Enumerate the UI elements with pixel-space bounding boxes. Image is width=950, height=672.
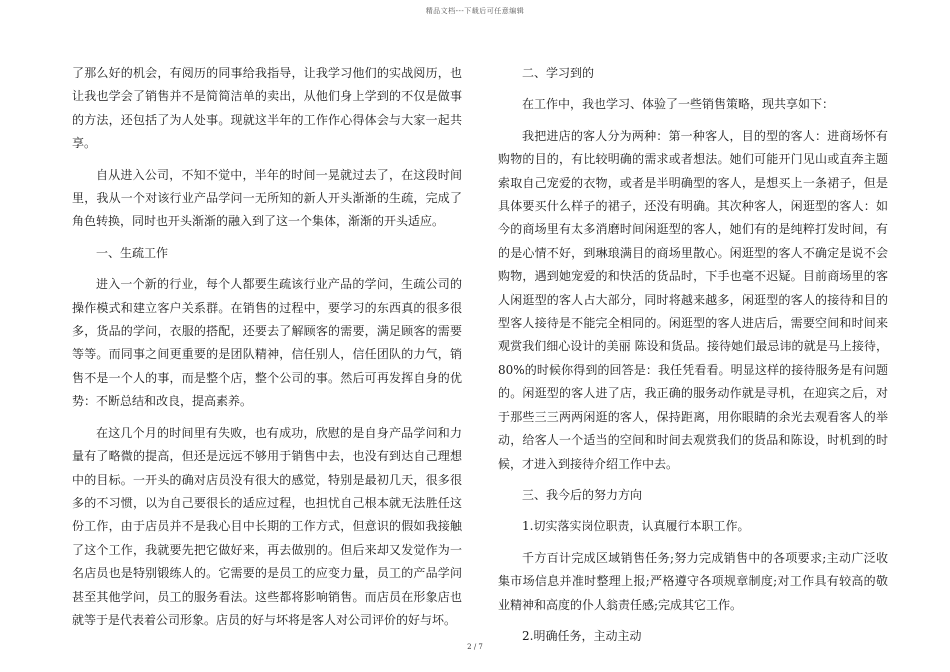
paragraph: 自从进入公司，不知不觉中，半年的时间一晃就过去了，在这段时间里，我从一个对该行业产品学问一无所知的新人开头渐渐的生疏，完成了角色转换，同时也开头渐渐的融入到了这一个集体，渐渐的开头适应。	[72, 167, 462, 229]
paragraph: 进入一个新的行业，每个人都要生疏该行业产品的学问，生疏公司的操作模式和建立客户关系群。在销售的过程中，要学习的东西真的很多很多，货品的学问，衣服的搭配，还要去了解顾客的需要，满足顾客的需要等等。而同事之间更重要的是团队精神，信任别人，信任团队的力气，销售不是一个人的事，而是整个店，整个公司的事。然后可再发挥自身的优势：不断总结和改良，提高素养。	[72, 277, 462, 409]
paragraph: 在工作中，我也学习、体验了一些销售策略，现共享如下：	[522, 97, 835, 112]
paragraph: 我把进店的客人分为两种：第一种客人，目的型的客人：进商场怀有购物的目的，有比较明确的需求或者想法。她们可能开门见山或直奔主题索取自己宠爱的衣物，或者是半明确型的客人，是想买上一条裙子，但是具体要买什么样子的裙子，还没有明确。其次种客人，闲逛型的客人：如今的商场里有太多消磨时间闲逛型的客人，她们有的是纯粹打发时间，有的是心情不好，到琳琅满目的商场里散心。闲逛型的客人不确定是说不会购物，遇到她宠爱的和快活的货品时，下手也毫不迟疑。目前商场里的客人闲逛型的客人占大部分，同时将越来越多，闲逛型的客人的接待和目的型客人接待是不能完全相同的。闲逛型的客人进店后，需要空间和时间来观赏我们细心设计的美丽 陈设和货品。接待她们最忌讳的就是马上接待，80%的时候你得到的回答是：我任凭看看。明显这样的接待服务是有问题的。闲逛型的客人进了店，我正确的服务动作就是寻机，在迎宾之后，对于那些三三两两闲逛的客人，保持距离，用你眼睛的余光去观看客人的举动，给客人一个适当的空间和时间去观赏我们的货品和陈设，时机到的时候，才进入到接待介绍工作中去。	[498, 128, 888, 471]
section-heading: 二、学习到的	[522, 66, 595, 80]
paragraph: 在这几个月的时间里有失败，也有成功，欣慰的是自身产品学问和力量有了略微的提高，但还是远远不够用于销售中去，也没有到达自己理想中的目标。一开头的确对店员没有很大的感觉，特别是最初几天，很多很多的不习惯，以为自己要很长的适应过程，也担忧自己根本就无法胜任这份工作，由于店员并不是我心目中长期的工作方式，但意识的假如我接触了这个工作，我就要先把它做好来，再去做别的。但后来却又发觉作为一名店员也是特别锻练人的。它需要的是员工的应变力量，员工的产品学问甚至其他学问，员工的服务看法。这些都将影响销售。而店员在形象店也就等于是代表着公司形象。店员的好与坏将是客人对公司评价的好与坏。	[72, 425, 462, 627]
page-number: 2 / 7	[467, 643, 483, 651]
page-header: 精品文档---下载后可任意编辑	[425, 7, 525, 15]
section-heading: 一、生疏工作	[96, 245, 169, 260]
section-heading: 三、我今后的努力方向	[522, 487, 643, 502]
list-item: 1.切实落实岗位职责，认真履行本职工作。	[522, 519, 750, 534]
paragraph: 了那么好的机会，有阅历的同事给我指导，让我学习他们的实战阅历，也让我也学会了销售并不是简简洁单的卖出，从他们身上学到的不仅是做事的方法，还包括了为人处事。现就这半年的工作作心得体会与大家一起共享。	[72, 66, 462, 151]
list-item: 2.明确任务，主动主动	[522, 628, 642, 643]
right-column	[498, 62, 888, 656]
paragraph: 千方百计完成区域销售任务;努力完成销售中的各项要求;主动广泛收集市场信息并准时整理上报;严格遵守各项规章制度;对工作具有较高的敬业精神和高度的仆人翁责任感;完成其它工作。	[498, 550, 888, 612]
left-column	[72, 62, 462, 640]
